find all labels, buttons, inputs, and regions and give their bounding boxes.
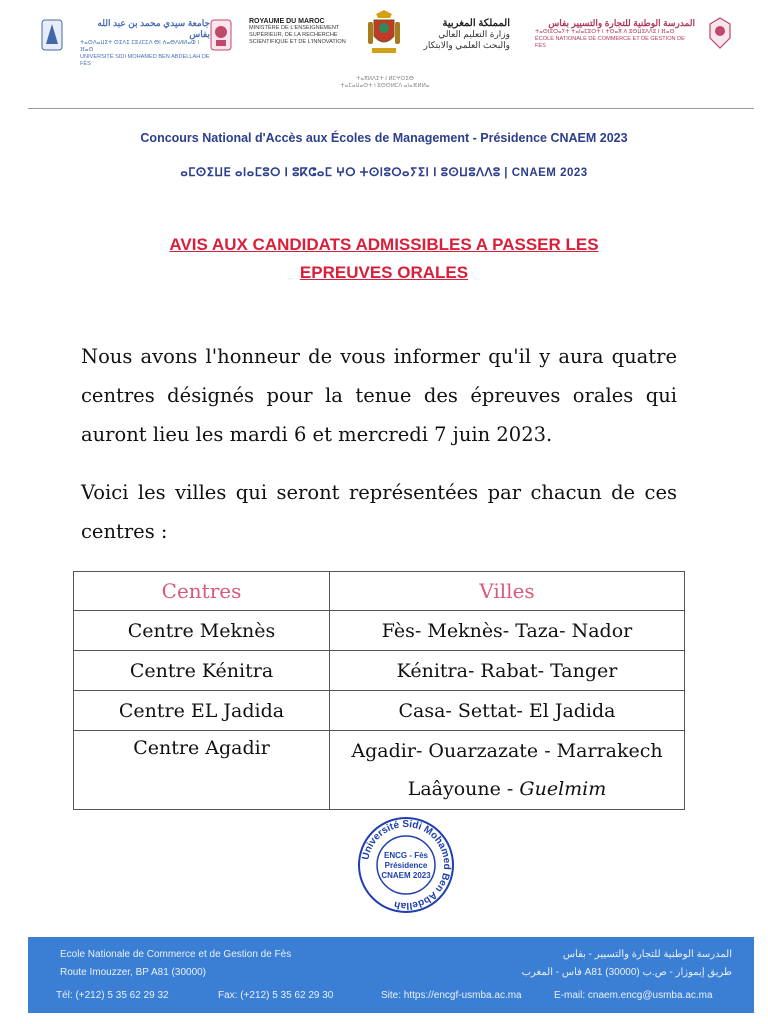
kingdom-arabic: المملكة المغربية — [442, 18, 510, 29]
column-header-villes: Villes — [330, 572, 685, 611]
footer-phone: Tél: (+212) 5 35 62 29 32 — [56, 990, 169, 1001]
body-paragraph-1: Nous avons l'honneur de vous informer qu'il y aura quatre centres désignés pour la tenue des épreuves orales qui auront lieu les mardi 6 et mercredi 7 juin 2023. — [81, 345, 677, 446]
university-name-arabic: جامعة سيدي محمد بن عبد الله بفاس — [97, 18, 210, 39]
ministry-fr-line4: SCIENTIFIQUE ET DE L'INNOVATION — [249, 39, 346, 45]
column-header-centres: Centres — [74, 572, 330, 611]
university-logo-right-icon — [209, 18, 233, 52]
footer-school-arabic: المدرسة الوطنية للتجارة والتسيير - بفاس — [562, 949, 732, 960]
stamp-line3: CNAEM 2023 — [381, 871, 431, 880]
ministry-arabic-line2: وزارة التعليم العالي — [438, 29, 510, 39]
table-row — [74, 651, 685, 691]
contest-banner: Concours National d'Accès aux Écoles de Management - Présidence CNAEM 2023 — [140, 131, 628, 145]
school-name-fr: ÉCOLE NATIONALE DE COMMERCE ET DE GESTION DE FÈS — [535, 36, 685, 49]
ministry-fr-line2: MINISTÈRE DE L'ENSEIGNEMENT — [249, 25, 340, 31]
centre-cell: Centre Agadir — [74, 731, 330, 810]
villes-cell — [330, 731, 685, 810]
villes-cell: Casa- Settat- El Jadida — [330, 691, 685, 731]
footer-bar — [28, 937, 754, 1013]
table-row — [74, 611, 685, 651]
centers-table — [73, 571, 685, 810]
kingdom-fr: ROYAUME DU MAROC — [249, 18, 325, 25]
ministry-arabic-line3: والبحث العلمي والابتكار — [423, 40, 510, 50]
ministry-fr-line3: SUPÉRIEUR, DE LA RECHERCHE — [249, 32, 338, 38]
ministry-tifinagh-line2: ⵜⴰⵎⴰⵡⴰⵙⵜ ⵏ ⵓⵙⵙⵍⵎⴷ ⴰⵏⴰⴼⵍⵍⴰ — [340, 83, 430, 89]
stamp-seal-icon — [356, 815, 456, 915]
university-logo-icon — [40, 18, 64, 52]
villes-line2-italic: Guelmim — [519, 778, 607, 800]
university-name-tifinagh: ⵜⴰⵙⴷⴰⵡⵉⵜ ⵙⵉⴷⵉ ⵎⵓⵃⵎⵎⴷ ⴱⵏ ⵄⴰⴱⴷⵍⵍⴰⵀ ⵏ ⴼⴰⵙ — [80, 40, 200, 53]
footer-fax: Fax: (+212) 5 35 62 29 30 — [218, 990, 334, 1001]
letterhead — [0, 0, 768, 110]
body-paragraph-2: Voici les villes qui seront représentées par chacun de ces centres : — [81, 481, 677, 543]
official-stamp — [356, 815, 456, 915]
centre-cell: Centre EL Jadida — [74, 691, 330, 731]
header-divider — [28, 108, 754, 109]
stamp-line1: ENCG - Fès — [383, 851, 429, 860]
coat-of-arms-icon — [366, 10, 402, 56]
ministry-tifinagh-line1: ⵜⴰⴳⵍⴷⵉⵜ ⵏ ⵍⵎⵖⵔⵉⴱ — [356, 76, 414, 82]
school-name-tifinagh: ⵜⴰⵙⵏⵓⵔⴰⵢⵜ ⵜⴰⵏⴰⵎⵓⵔⵜ ⵏ ⵜⵙⴰⴳ ⴷ ⵓⵙⵡⵓⴷⴷⵓ ⵏ ⴼⴰⵙ — [535, 29, 675, 35]
footer-site-link[interactable]: Site: https://encgf-usmba.ac.ma — [381, 990, 522, 1001]
villes-line2 — [330, 770, 684, 808]
footer-address-fr: Route Imouzzer, BP A81 (30000) — [60, 967, 207, 978]
villes-line2-plain: Laâyoune - — [407, 778, 520, 800]
centre-cell: Centre Kénitra — [74, 651, 330, 691]
villes-cell: Kénitra- Rabat- Tanger — [330, 651, 685, 691]
school-name-arabic: المدرسة الوطنية للتجارة والتسيير بفاس — [548, 18, 695, 28]
notice-title-line1: AVIS AUX CANDIDATS ADMISSIBLES A PASSER LES — [169, 235, 599, 254]
school-logo-icon — [708, 16, 732, 50]
footer-email-link[interactable]: E-mail: cnaem.encg@usmba.ac.ma — [554, 990, 713, 1001]
stamp-ring-text: Université Sidi Mohamed Ben Abdellah — [360, 818, 453, 912]
university-name-fr: UNIVERSITÉ SIDI MOHAMED BEN ABDELLAH DE FÈS — [80, 54, 210, 67]
table-row — [74, 691, 685, 731]
contest-banner-tifinagh: ⴰⵎⵙⵉⵡⴹ ⴰⵏⴰⵎⵓⵔ ⵏ ⵓⴽⵛⴰⵎ ⵖⵔ ⵜⵙⵏⵓⵔⴰⵢⵉⵏ ⵏ ⵓⵙⵡⵓⴷⴷⵓ | CNAEM 2023 — [180, 167, 588, 179]
stamp-line2: Présidence — [384, 861, 428, 870]
villes-line1: Agadir- Ouarzazate - Marrakech — [351, 740, 663, 762]
notice-title — [60, 231, 708, 287]
table-row — [74, 731, 685, 810]
footer-address-arabic: طريق إيموزار - ص.ب A81 (30000) فاس - المغرب — [521, 967, 732, 978]
table-header-row — [74, 572, 685, 611]
notice-title-line2: EPREUVES ORALES — [299, 263, 469, 282]
villes-cell: Fès- Meknès- Taza- Nador — [330, 611, 685, 651]
footer-school-fr: Ecole Nationale de Commerce et de Gestion de Fès — [60, 949, 292, 960]
centre-cell: Centre Meknès — [74, 611, 330, 651]
